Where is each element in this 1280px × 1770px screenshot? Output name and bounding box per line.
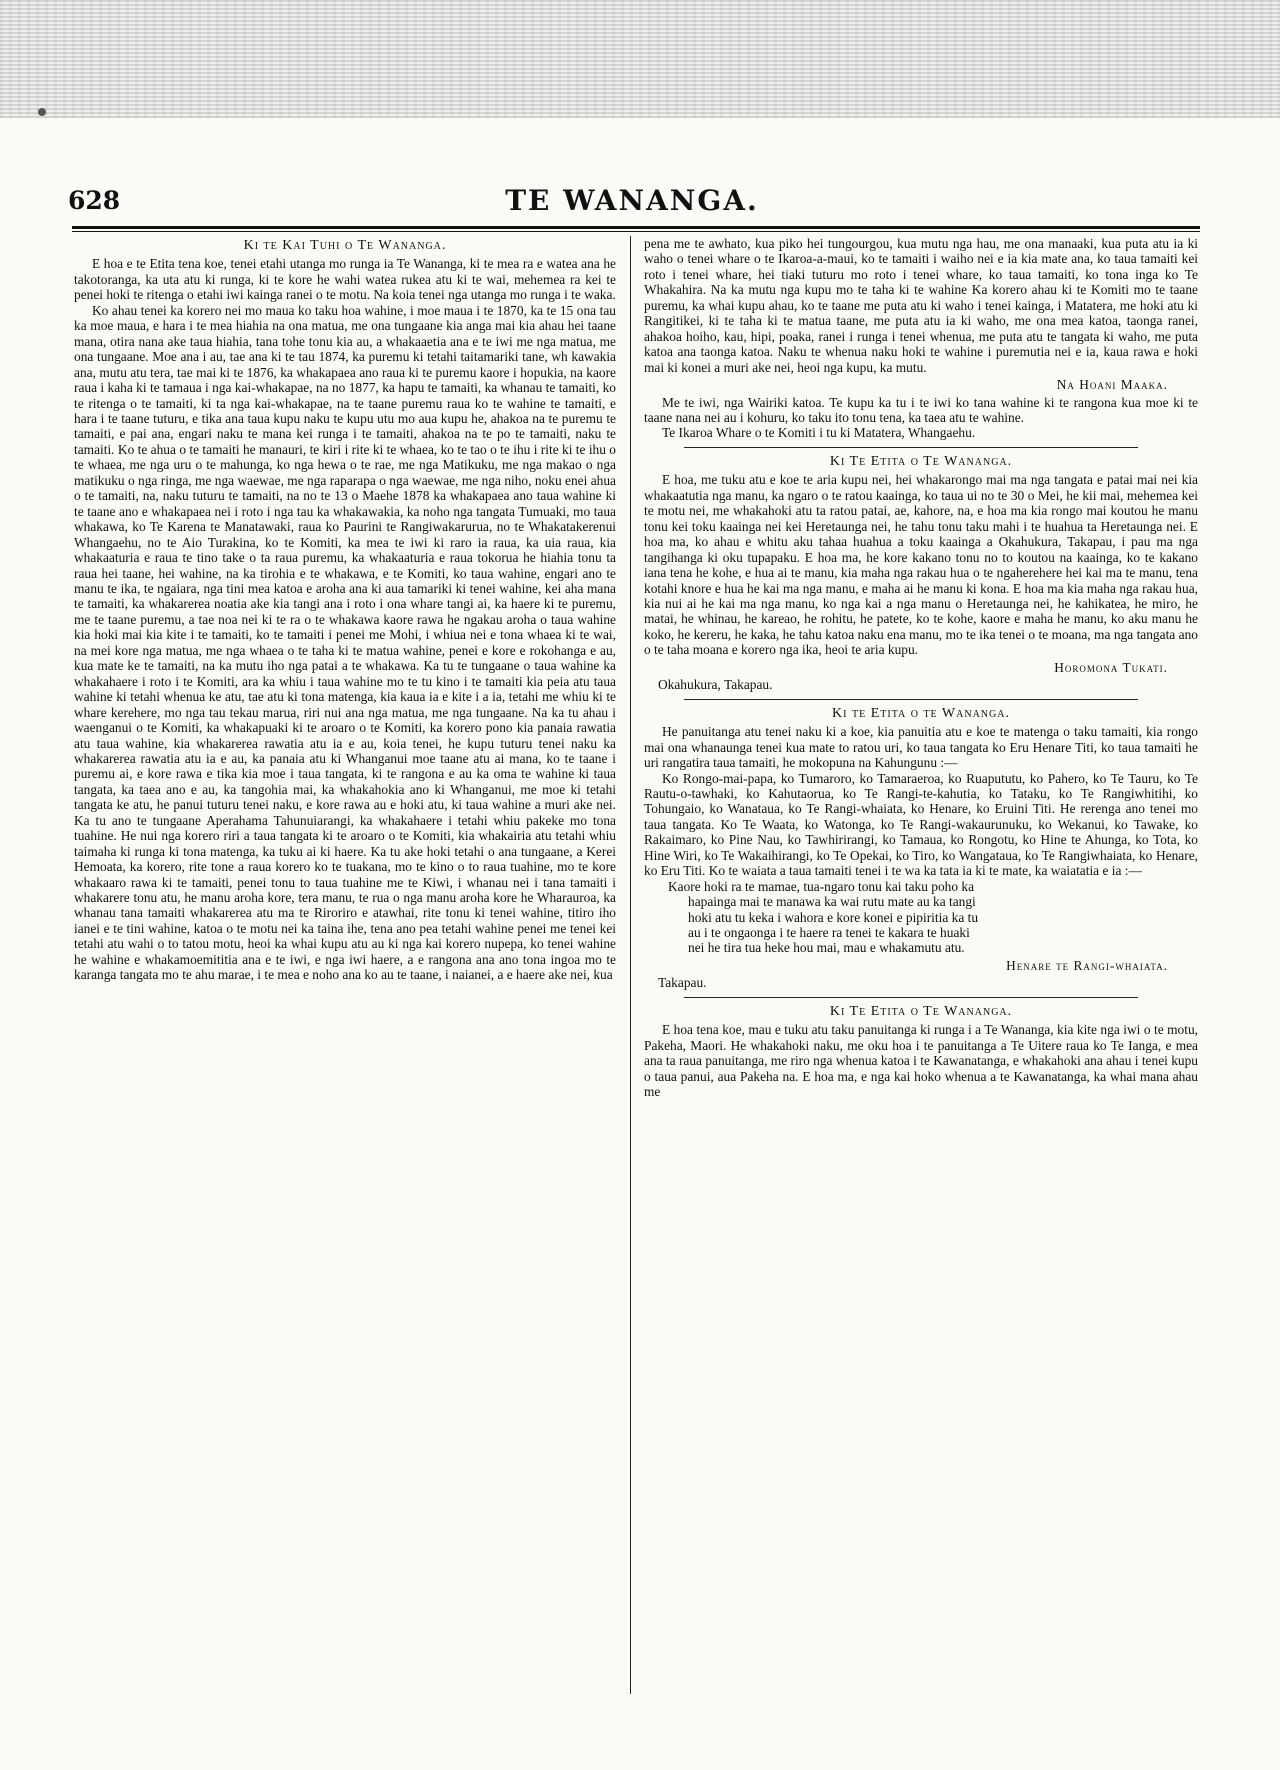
signature: Henare te Rangi-whaiata. <box>1006 957 1168 973</box>
verse-line: au i te ongaonga i te haere ra tenei te kakara te huaki <box>688 925 970 941</box>
verse-line: Kaore hoki ra te mamae, tua-ngaro tonu kai taku poho ka <box>668 878 975 894</box>
letter-heading: Ki Te Etita o Te Wananga. <box>829 1003 1013 1019</box>
section-separator <box>684 997 1138 998</box>
letter-paragraph: E hoa, me tuku atu e koe te aria kupu nei, hei whakarongo mai ma nga tangata e patai mai nei kia whakaatutia nga manu, ka ngaro o te ratou kaainga, ko taua ui no te 30 o Mei, he kii mai, mehemea kei te motu nei, me whakahoki atu ta ratou patai, ae, kahore, na, e hoa ma kia rongo mai koutou he manu tonu kei toku kaainga nei kei Heretaunga nei, he tahu tonu taku mahi i te huahua ta Heretaunga nei. E hoa ma, ko ahau e whitu aku tahaa huahua a toku kaainga a Okahukura, Takapau, i pau ma nga tangihanga ki oku tupapaku. E hoa ma, he kore kakano tonu no to koutou na kaainga, ko te kakano iana tena he kohe, e hua ai te manu, kia maha nga rakau hua o te ngaherehere hei kai ma te manu, tena kotahi knore e hua he kai ma nga manu, e maha ai he manu ki kona. E hoa ma kia maha nga rakau hua, kia nui ai he kai ma nga manu, ko nga kai a nga manu o Heretaunga nei, he kahikatea, he miro, he matai, he whinau, he kareao, he rohitu, he patete, ko te kohe, kaore e maha he manu, ko aku manu he koko, he kereru, he kaka, he tahu katoa naku ena manu, mo te ika tenei o te moana, ma nga tangata ano o te taha moana e korero nga ika, heoi te aria kupu. <box>644 472 1198 658</box>
page-title: TE WANANGA. <box>505 184 759 217</box>
header-rule-thick <box>72 226 1200 229</box>
verse-line: hoki atu tu keka i wahora e kore konei e pipiritia ka tu <box>688 909 979 925</box>
letter-paragraph: Me te iwi, nga Wairiki katoa. Te kupu ka tu i te iwi ko tana wahine ki te rangona kua moe ki te taane nana nei au i kohuru, ko taku ito tonu tena, ka taea atu te wahine. <box>644 394 1198 425</box>
page-number: 628 <box>68 186 121 215</box>
place-line: Okahukura, Takapau. <box>658 677 773 693</box>
letter-paragraph: Te Ikaroa Whare o te Komiti i tu ki Matatera, Whangaehu. <box>662 425 976 441</box>
signature: Na Hoani Maaka. <box>1056 377 1168 393</box>
column-divider <box>630 236 631 1694</box>
letter-heading: Ki Te Etita o Te Wananga. <box>829 453 1013 469</box>
letter-paragraph: E hoa tena koe, mau e tuku atu taku panuitanga ki runga i a Te Wananga, kia kite nga iwi o te motu, Pakeha, Maori. He whakahoki naku, me oku hoa i te panuitanga a Te Uitere raua ko Te Ianga, e mea ana ta raua panuitanga, me riro nga whenua katoa i te Kawanatanga, e whakahoki ana ahau i tenei kupu o taua panui, aua Pakeha na. E hoa ma, e nga kai hoko whenua a te Kawanatanga, ka whai mana ahau me <box>644 1022 1198 1100</box>
place-line: Takapau. <box>658 975 707 991</box>
scan-top-border <box>0 0 1280 118</box>
waiata-verse <box>668 879 1198 956</box>
section-separator <box>684 699 1138 700</box>
letter-heading: Ki te Etita o te Wananga. <box>832 705 1010 721</box>
section-separator <box>684 447 1138 448</box>
ink-spot <box>38 108 46 116</box>
letter-paragraph: E hoa e te Etita tena koe, tenei etahi utanga mo runga ia Te Wananga, ki te mea ra e watea ana he takotoranga, ka uta atu ki runga, ki te kore he wahi watea rukea atu ki te wai, mehemea ra kei te penei hoki te ritenga o etahi iwi kainga ranei o te motu. Na koia tenei nga utanga mo runga i te waka. <box>74 256 616 303</box>
verse-line: hapainga mai te manawa ka wai rutu mate au ka tangi <box>688 894 976 910</box>
left-column <box>74 236 616 983</box>
right-column <box>644 236 1198 1100</box>
page-header <box>62 186 1202 222</box>
verse-line: nei he tira tua heke hou mai, mau e whakamutu atu. <box>688 940 965 956</box>
continued-paragraph: pena me te awhato, kua piko hei tungourgou, kua mutu nga hau, me ona manaaki, kua puta atu ia ki waho o tenei whare o te Ikaroa-a-maui, ko te tamaiti i waiho nei e ia kia mate ana, ko taua tamaiti kei roto i tenei whare, hei tiaki tuturu mo roto i tenei whare, ko taua tamaiti, ko tona inga ko Te Whakahira. Na ka mutu nga kupu mo te taha ki te wahine Ka korero ahau ki te Komiti mo te taane puremu, ka whai kupu ahau, ko te taane me puta atu ki waho i tenei kainga, i Matatera, me hoki atu ki Rangitikei, ki te taha ki te matua taane, me puta atu ia ki waho, me ona mea katoa, taonga ranei, ahakoa hoiho, kau, hipi, poaka, ranei i runga i tenei whenua, me puta atu te tangata ki waho, me puta katoa ana taonga katoa. Naku te whenua naku hoki te wahine i puremutia nei e ia, kaua rawa e hoki mai ki konei a muri ake nei, heoi nga kupu, ka mutu. <box>644 236 1198 375</box>
genealogy-paragraph: Ko Rongo-mai-papa, ko Tumaroro, ko Tamaraeroa, ko Ruapututu, ko Pahero, ko Te Tauru, ko Te Rautu-o-tawhaki, ko Kahutaorua, ko Te Rangi-te-kahutia, ko Tataku, ko Te Rangiwhitihi, ko Tohungaio, ko Wanataua, ko Te Rangi-whaiata, ko Henare, ko Eruini Titi. He rerenga ano tenei mo taua tangata. Ko Te Waata, ko Watonga, ko Te Rangi-wakaurunuku, ko Wekanui, ko Tawake, ko Rakaimaro, ko Pine Nau, ko Tawhirirangi, ko Tamaua, ko Rongotu, ko Hine te Ahunga, ko Tota, ko Hine Wiri, ko Te Wakaihirangi, ko Te Opekai, ko Tiro, ko Wangataua, ko Te Rangiwhaiata, ko Henare, ko Eru Titi. Ko te waiata a taua tamaiti tenei i te wa ka tata ia ki te mate, ka waiatatia e ia :— <box>644 770 1198 879</box>
letter-heading: Ki te Kai Tuhi o Te Wananga. <box>243 238 447 253</box>
header-rule-thin <box>72 231 1200 232</box>
signature: Horomona Tukati. <box>1054 659 1168 675</box>
letter-paragraph: Ko ahau tenei ka korero nei mo maua ko taku hoa wahine, i moe maua i te 1870, ka te 15 ona tau ka moe maua, e hara i te mea hiahia na ona matua, me ona tungaane kia anga mai kia ahau hei taane mana, otira nana ake taua hiahia, tana tohe tonu kia au, a whakaaetia ana e te iwi me nga matua, me ona tungaane. Moe ana i au, tae ana ki te tau 1874, ka puremu ki tetahi taitamariki tane, wh kawakia ana, mutu atu tera, tae mai ki te 1876, ka whakapaea ano raua ki te puremu kaore i hopukia, na kaore raua i kaha ki te tamaua i nga kai-whakapae, na no 1877, ka hapu te tamaiti, ka whanau te tamaiti, ko te ritenga o te tamaiti, ki ta nga kai-whakapae, na te taane puremu raua ko te wahine te tamaiti, e hara i te taane tuturu, e tika ana taua kupu naku te kupu utu mo aua kupu he, ahakoa na te puremu te tamaiti, e pai ana, engari naku te mana kei runga i te tamaiti, ahakoa na te po te tamaiti, naku te tamaiti. Ko te ahua o te tamaiti he manauri, te kiri i rite ki te whaea, ko te tao o te ihu i rite ki te ihu o te whaea, me nga uru o te mahunga, ko nga hewa o te rae, me nga Matikuku, me nga makao o nga matikuku o nga ringa, me nga waewae, me nga raparapa o nga waewae, me nga niho, noku enei ahua o te tamaiti, na, naku tuturu te tamaiti, na no te 13 o Maehe 1878 ka whakapaea ano taua wahine ki te taane ano e whakapaea nei i roto i nga tau ka whakawakia, ka noho nga tangata Tumuaki, mo taua whakawa, ko Te Karena te Manatawaki, raua ko Paurini te Rangiwakarurua, no te Whakatakerenui Whangaehu, no te Aio Turakina, ko te Komiti, ka mea te iwi ki raro ia raua, ka uia raua, kia whakaaturia e raua te tino take o ta raua puremu, ka whakaaturia e raua tokorua he hiahia tonu ta raua hei taane, hei wahine, na ka tirohia e te whakawa, e te Komiti, ko taua wahine, engari ano te manu te ika, te ngaiara, nga tini mea katoa e aroha ana ki aua tamariki ki tenei wahine, kei aha mana te tamaiti, ka whakarerea noatia ake kia tangi ana i roto i ona whare tangi ai, ka haere ki te puremu, me te taane puremu, a tae noa nei ki te ra o te whakawa kaore rawa he ngakau aroha o taua wahine kia hoki mai kia kite i te tamaiti, ko te tamaiti i penei me Mohi, i whiua nei e tona whaea ki te wai, na mei kore nga matua, me nga whaea o te taha ki te matua wahine, penei e kore e rokohanga e au, kua mate ke te tamaiti, na ka mutu iho nga patai a te whakawa. Ka tu te tungaane o taua wahine ka whakahaere i roto i te Komiti, ara ka whiu i taua wahine mo te tu kino i te tamaiti kia peia atu taua wahine ki tetahi whenua ke atu, tae atu ki tona matenga, kia kaua ia e kite i a ia, tetahi me whiu ki te whare kerehere, mo nga tau tekau marua, riri nui ana nga matua, me nga tungaane. Na ka tu ahau i waenganui o te Komiti, ka whakapuaki ki te aroaro o te Komiti, ka korero pono kia panaia rawatia atu taua wahine, kia whakarerea rawatia atu ia e au, koia tenei, he kupu tuturu tenei naku ka whakarerea rawatia atu ia e au, ka panaia atu ki Whanganui moe taane atu ai mana, ko te taane i puremu ai, e kore rawa e tika kia moe i taua tangata, ki te rangona e au ka oma te wahine ki taua tangata, ka taea ano e au, ka tangohia mai, ka whakahokia ano ki Whanganui, me moe ki tetahi tangata ke atu, he panui tuturu tenei naku, e kore rawa au e hoki atu, ki taua wahine a muri ake nei. Ka tu ano te tungaane Aperahama Tahunuiarangi, ka whakahaere i tetahi whiu pakeke mo tona tuahine. He nui nga korero riri a taua tangata ki te aroaro o te Komiti, kia whakairia atu tetahi whiu taimaha ki runga ki tona matenga, ka tuku ai ki haere. Ka tu ake hoki tetahi o ana tungaane, a Kerei Hemoata, ka korero, rite tone a raua korero ko te tuakana, mo te kino o to raua tuahine, mo te kore whakaaro rawa ki te tamaiti, penei tonu to taua tuahine me te Kiwi, i whanau nei i tana tamaiti i whakarere tonu atu, he manu aroha kore, tera manu, te rua o nga manu aroha kore he Wharauroa, ka whanau tana tamaiti whakarerea atu ma te Riroriro e atawhai, rite tonu ki tenei wahine, titiro iho ianei e te tini wahine, katoa o te motu nei ka taina ihe, tena ano pea tetahi wahine penei me tenei kei tetahi atu wahi o to tatou motu, heoi ka whai kupu atu au ki nga kai korero nupepa, ko tenei wahine he wahine e whakamoemititia ana e te iwi, e nga iwi haere, a e rangona ana ano tona ingoa mo te karanga tangata mo te ahu marae, i te mea e noho ana ko au te taane, i naianei, a e haere ake nei, kua <box>74 302 616 983</box>
letter-paragraph: He panuitanga atu tenei naku ki a koe, kia panuitia atu e koe te matenga o taku tamaiti, kia rongo mai ona whanaunga tenei kua mate to ratou uri, ko taua tangata ko Eru Henare Titi, ko taua tamaiti he uri rangatira taua tamaiti, he mokopuna na Kahungunu :— <box>644 724 1198 771</box>
